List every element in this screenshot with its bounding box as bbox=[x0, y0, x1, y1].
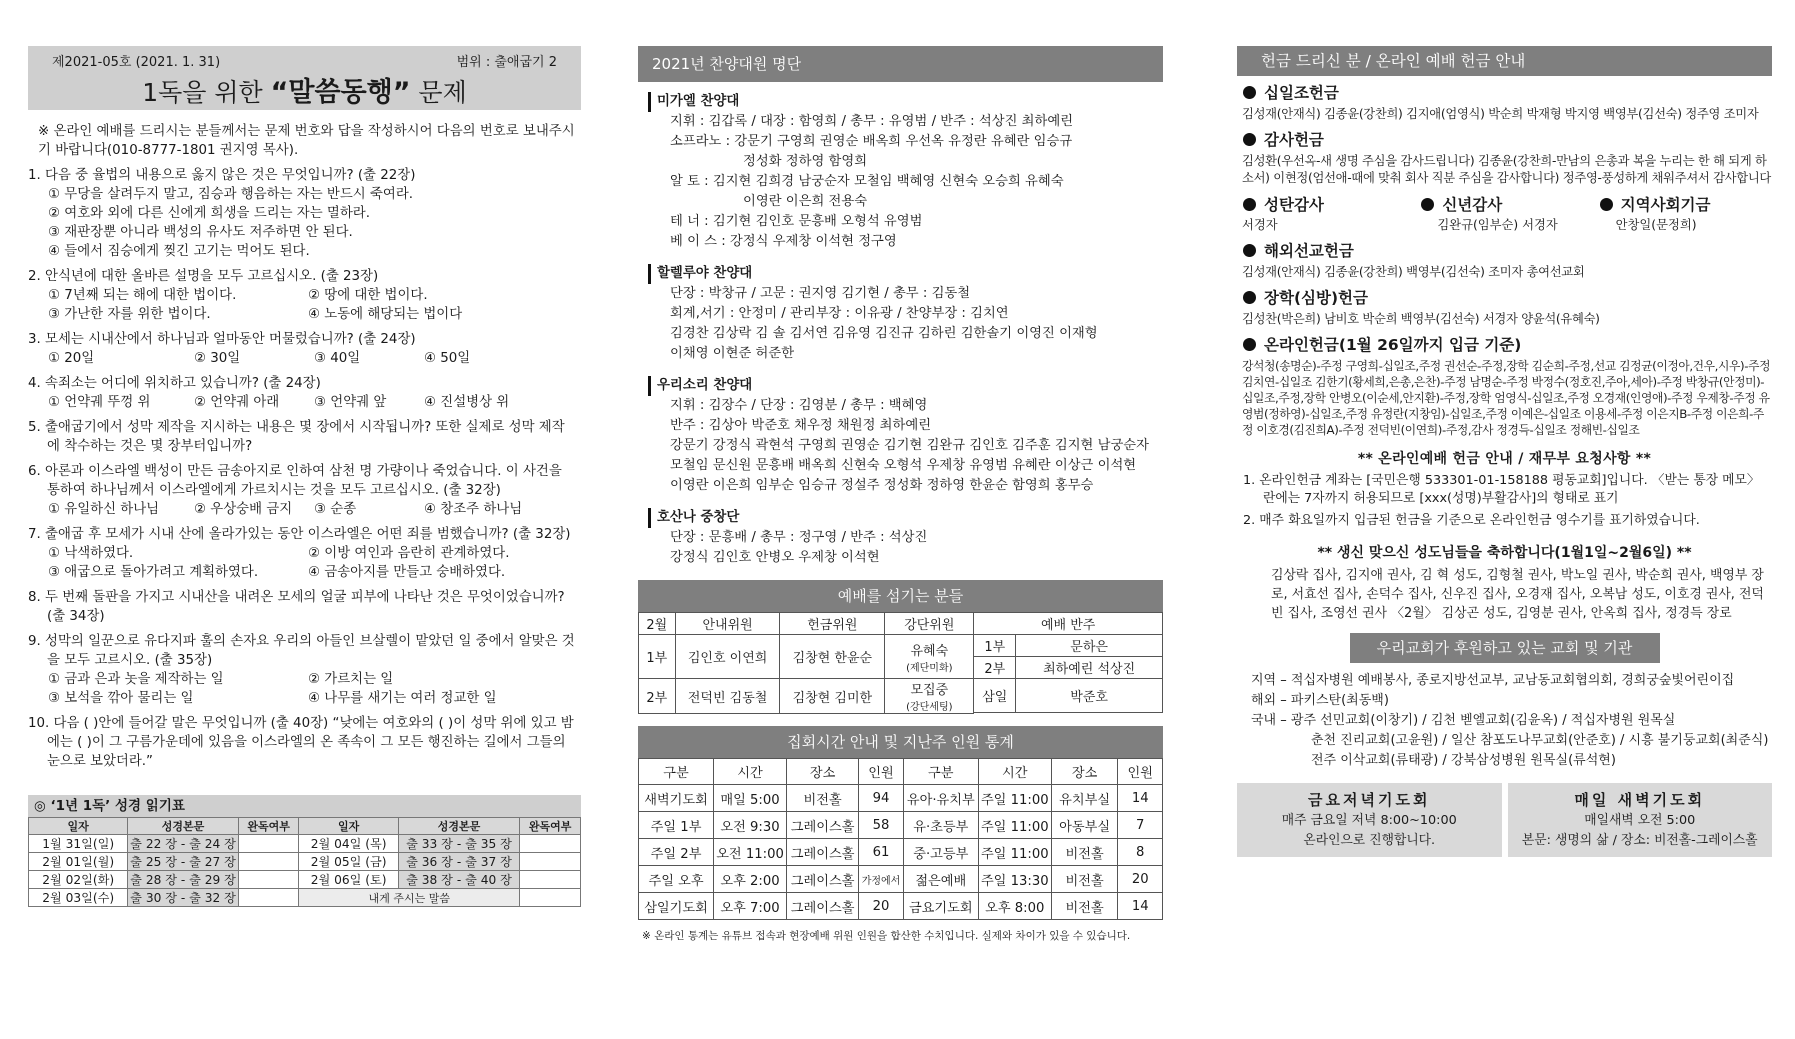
stats-cell: 비전홀 bbox=[1051, 893, 1118, 920]
answer-option: ③ 순종 bbox=[314, 502, 357, 517]
option-row bbox=[48, 689, 581, 708]
reading-header: 일자 bbox=[29, 818, 128, 835]
reading-plan-body bbox=[29, 835, 581, 907]
choir-members: 지휘 : 김장수 / 단장 : 김영분 / 총무 : 백혜영 bbox=[670, 398, 928, 413]
friday-prayer-note: 온라인으로 진행합니다. bbox=[1303, 833, 1436, 848]
choir-members: 김경찬 김상락 김 솔 김서연 김유영 김진규 김하린 김한솔기 이영진 이재형 bbox=[670, 326, 1098, 341]
choir-members: 이영란 이은희 전용숙 bbox=[743, 194, 868, 209]
reading-cell bbox=[238, 835, 299, 853]
stats-cell: 주일 2부 bbox=[639, 839, 714, 866]
question-options bbox=[28, 393, 581, 412]
reading-cell: 2월 04일 (목) bbox=[299, 835, 398, 853]
accompanist-name: 박준호 bbox=[1016, 679, 1163, 713]
choir-members: 정성화 정하영 함영희 bbox=[743, 154, 868, 169]
accompanist-label: 2부 bbox=[974, 657, 1016, 679]
choir-members: 지휘 : 김갑록 / 대장 : 함영희 / 총무 : 유영범 / 반주 : 석상진 최하예린 bbox=[670, 114, 1074, 129]
reading-row bbox=[29, 889, 581, 907]
reading-cell bbox=[520, 871, 581, 889]
stats-header: 장소 bbox=[786, 759, 858, 785]
answer-option: ② 여호와 외에 다른 신에게 희생을 드리는 자는 멸하라. bbox=[48, 206, 370, 221]
reading-row bbox=[29, 835, 581, 853]
question-text: 8. 두 번째 돌판을 가지고 시내산을 내려온 모세의 얼굴 피부에 나타난 것은 무엇이었습니까? (출 34장) bbox=[28, 590, 565, 624]
question-text: 10. 다음 ( )안에 들어갈 말은 무엇입니까 (출 40장) “낮에는 여호와의 ( )이 성막 위에 있고 밤에는 ( )이 그 구름가운데에 있음을 이스라엘의 온 족속이 그 모든 행진하는 길에서 그들의 눈으로 보았더라.” bbox=[28, 716, 574, 769]
servants-guide: 전덕빈 김동철 bbox=[675, 679, 780, 714]
stats-header: 인원 bbox=[1118, 759, 1163, 785]
servants-title: 예배를 섬기는 분들 bbox=[638, 580, 1163, 612]
support-line: 전주 이삭교회(류태광) / 강북삼성병원 원목실(류석현) bbox=[1311, 753, 1616, 768]
stats-cell: 주일 13:30 bbox=[978, 866, 1051, 893]
dawn-prayer-box bbox=[1508, 783, 1773, 857]
support-line: 지역 – 적십자병원 예배봉사, 종로지방선교부, 교남동교회협의회, 경희궁숲빛어린이집 bbox=[1251, 673, 1735, 688]
birthday-names: 김상락 집사, 김지애 권사, 김 혁 성도, 김형철 권사, 박노일 권사, 박순희 권사, 백영부 장로, 서효선 집사, 손덕수 집사, 신우진 집사, 오경재 집사, 오복남 성도, 이호경 권사, 전덕빈 집사, 조영선 권사 〈2월〉 김상곤 성도, 김영분 권사, 안옥희 집사, 정경득 장로 bbox=[1271, 568, 1764, 621]
answer-option: ① 금과 은과 놋을 제작하는 일 bbox=[48, 672, 224, 687]
stats-cell: 20 bbox=[1118, 866, 1163, 893]
option-row bbox=[48, 393, 581, 412]
servants-month: 2월 bbox=[639, 613, 676, 635]
question bbox=[28, 166, 581, 261]
choir-members: 이채영 이현준 허준한 bbox=[670, 346, 795, 361]
altar-note: (제단미화) bbox=[906, 662, 953, 674]
stats-cell: 그레이스홀 bbox=[786, 893, 858, 920]
choir-members: 베 이 스 : 강정식 우제창 이석현 정구영 bbox=[670, 234, 897, 249]
reading-cell: 2월 01일(월) bbox=[29, 853, 128, 871]
stats-cell: 61 bbox=[859, 839, 903, 866]
stats-cell: 오후 8:00 bbox=[978, 893, 1051, 920]
stats-cell: 주일 11:00 bbox=[978, 839, 1051, 866]
choir-members: 단장 : 문흥배 / 총무 : 정구영 / 반주 : 석상진 bbox=[670, 530, 928, 545]
question-text: 9. 성막의 일꾼으로 유다지파 훌의 손자요 우리의 아들인 브살렐이 맡았던 일 중에서 알맞은 것을 모두 고르시오. (출 35장) bbox=[28, 634, 575, 668]
reading-header: 일자 bbox=[299, 818, 398, 835]
reading-cell bbox=[520, 853, 581, 871]
stats-cell: 중·고등부 bbox=[903, 839, 978, 866]
servants-header: 예배 반주 bbox=[974, 613, 1163, 635]
choir-members: 회계,서기 : 안정미 / 관리부장 : 이유광 / 찬양부장 : 김치연 bbox=[670, 306, 1009, 321]
friday-prayer-time: 매주 금요일 저녁 8:00~10:00 bbox=[1281, 813, 1457, 828]
community-names: 안창일(문정희) bbox=[1615, 218, 1697, 232]
servants-header: 헌금위원 bbox=[780, 613, 885, 635]
reading-cell: 2월 06일 (토) bbox=[299, 871, 398, 889]
stats-row bbox=[639, 893, 1163, 920]
answer-option: ② 가르치는 일 bbox=[308, 672, 394, 687]
stats-row bbox=[639, 812, 1163, 839]
answer-option: ④ 들에서 짐승에게 찢긴 고기는 먹어도 된다. bbox=[48, 244, 310, 259]
reading-cell: 1월 31일(일) bbox=[29, 835, 128, 853]
answer-option: ④ 50일 bbox=[424, 351, 471, 366]
quiz-notice: ※ 온라인 예배를 드리시는 분들께서는 문제 번호와 답을 작성하시어 다음의 번호로 보내주시기 바랍니다(010-8777-1801 권지영 목사). bbox=[38, 124, 575, 158]
support-title: 우리교회가 후원하고 있는 교회 및 기관 bbox=[1350, 633, 1660, 663]
reading-header: 성경본문 bbox=[398, 818, 519, 835]
reading-cell: 출 33 장 - 출 35 장 bbox=[398, 835, 519, 853]
choir-name: 우리소리 찬양대 bbox=[648, 376, 1163, 396]
answer-option: ① 20일 bbox=[48, 351, 95, 366]
bullet-icon bbox=[1243, 338, 1256, 351]
mission-names: 김성재(안재식) 김종윤(강찬희) 백영부(김선숙) 조미자 총여선교회 bbox=[1242, 265, 1585, 279]
reading-cell: 출 36 장 - 출 37 장 bbox=[398, 853, 519, 871]
support-list bbox=[1237, 671, 1772, 771]
reading-cell bbox=[520, 835, 581, 853]
question-options bbox=[28, 185, 581, 261]
reading-cell: 출 28 장 - 출 29 장 bbox=[128, 871, 238, 889]
answer-option: ① 언약궤 뚜껑 위 bbox=[48, 395, 151, 410]
stats-cell: 금요기도회 bbox=[903, 893, 978, 920]
choir-column bbox=[638, 46, 1163, 943]
stats-cell: 가정에서 bbox=[859, 866, 903, 893]
reading-cell: 내게 주시는 말씀 bbox=[299, 889, 520, 907]
question-options bbox=[28, 286, 581, 324]
question bbox=[28, 714, 581, 771]
reading-header-row bbox=[29, 818, 581, 835]
christmas-title: 성탄감사 bbox=[1264, 196, 1324, 214]
servants-altar bbox=[885, 635, 974, 679]
choir-group bbox=[638, 264, 1163, 364]
reading-cell: 2월 03일(수) bbox=[29, 889, 128, 907]
bullet-icon bbox=[1243, 86, 1256, 99]
answer-option: ② 이방 여인과 음란히 관계하였다. bbox=[308, 546, 510, 561]
choir-members: 강문기 강정식 곽현석 구영희 권영순 김기현 김완규 김인호 김주훈 김지현 남궁순자 bbox=[670, 438, 1149, 453]
accompanist-name: 문하은 bbox=[1016, 635, 1163, 657]
answer-option: ③ 재판장뿐 아니라 백성의 유사도 저주하면 안 된다. bbox=[48, 225, 353, 240]
choir-name: 미가엘 찬양대 bbox=[648, 92, 1163, 112]
reading-header: 성경본문 bbox=[128, 818, 238, 835]
choir-name: 호산나 중창단 bbox=[648, 508, 1163, 528]
choir-members: 테 너 : 김기현 김인호 문흥배 오형석 유영범 bbox=[670, 214, 923, 229]
bullet-icon bbox=[1421, 198, 1434, 211]
stats-cell: 주일 11:00 bbox=[978, 785, 1051, 812]
servants-table bbox=[638, 612, 1163, 714]
quiz-title-pre: 1독을 위한 bbox=[142, 78, 271, 107]
choir-group bbox=[638, 508, 1163, 568]
stats-cell: 비전홀 bbox=[786, 785, 858, 812]
reading-cell bbox=[238, 853, 299, 871]
christmas-thanks bbox=[1237, 193, 1415, 234]
offering-header: 헌금 드리신 분 / 온라인 예배 헌금 안내 bbox=[1237, 46, 1772, 76]
option-row bbox=[48, 670, 581, 689]
question-text: 4. 속죄소는 어디에 위치하고 있습니까? (출 24장) bbox=[28, 376, 321, 391]
question bbox=[28, 267, 581, 324]
answer-option: ① 낙색하였다. bbox=[48, 546, 134, 561]
bullet-icon bbox=[1243, 291, 1256, 304]
answer-option: ④ 진설병상 위 bbox=[424, 395, 510, 410]
bullet-icon bbox=[1243, 244, 1256, 257]
altar-name: 유혜숙 bbox=[910, 643, 949, 659]
friday-prayer-box bbox=[1237, 783, 1502, 857]
dawn-prayer-title: 매일 새벽기도회 bbox=[1574, 791, 1706, 809]
scholarship-title: 장학(심방)헌금 bbox=[1264, 289, 1369, 307]
stats-header: 인원 bbox=[859, 759, 903, 785]
choir-members: 강정식 김인호 안병오 우제창 이석현 bbox=[670, 550, 880, 565]
stats-cell: 매일 5:00 bbox=[714, 785, 787, 812]
stats-cell: 58 bbox=[859, 812, 903, 839]
online-notice-title: ** 온라인예배 헌금 안내 / 재무부 요청사항 ** bbox=[1357, 451, 1652, 467]
answer-option: ② 우상숭배 금지 bbox=[194, 502, 293, 517]
option-row bbox=[48, 563, 581, 582]
bullet-icon bbox=[1600, 198, 1613, 211]
reading-cell: 출 22 장 - 출 24 장 bbox=[128, 835, 238, 853]
stats-cell: 아동부실 bbox=[1051, 812, 1118, 839]
online-notice-item: 2. 매주 화요일까지 입금된 헌금을 기준으로 온라인헌금 영수기를 표기하였습니다. bbox=[1243, 513, 1700, 528]
community-title: 지역사회기금 bbox=[1620, 196, 1711, 214]
servants-row-label: 1부 bbox=[639, 635, 676, 679]
stats-cell: 오후 7:00 bbox=[714, 893, 787, 920]
answer-option: ③ 애굽으로 돌아가려고 계획하였다. bbox=[48, 565, 259, 580]
offering-column bbox=[1237, 46, 1772, 857]
stats-header: 구분 bbox=[903, 759, 978, 785]
support-line: 춘천 진리교회(고윤원) / 일산 참포도나무교회(안준호) / 시흥 불기둥교회(최준식) bbox=[1311, 733, 1769, 748]
stats-cell: 주일 오후 bbox=[639, 866, 714, 893]
community-fund bbox=[1594, 193, 1772, 234]
stats-header-row bbox=[639, 759, 1163, 785]
option-row bbox=[48, 349, 581, 368]
option-row bbox=[48, 544, 581, 563]
stats-title: 집회시간 안내 및 지난주 인원 통계 bbox=[638, 726, 1163, 758]
thanks-section bbox=[1237, 127, 1772, 187]
reading-cell: 2월 02일(화) bbox=[29, 871, 128, 889]
question bbox=[28, 525, 581, 582]
answer-option: ② 30일 bbox=[194, 351, 241, 366]
stats-row bbox=[639, 785, 1163, 812]
stats-cell: 새벽기도회 bbox=[639, 785, 714, 812]
question-list bbox=[28, 166, 581, 771]
newyear-names: 김완규(임부순) 서경자 bbox=[1437, 218, 1558, 232]
reading-row bbox=[29, 871, 581, 889]
stats-cell: 오후 2:00 bbox=[714, 866, 787, 893]
support-line: 국내 – 광주 선민교회(이창기) / 김천 벧엘교회(김윤옥) / 적십자병원 원목실 bbox=[1251, 713, 1676, 728]
quiz-title-bold: “말씀동행” bbox=[270, 77, 411, 108]
stats-header: 시간 bbox=[978, 759, 1051, 785]
scholarship-names: 김성찬(박은희) 남비호 박순희 백영부(김선숙) 서경자 양윤석(유혜숙) bbox=[1242, 312, 1600, 326]
reading-row bbox=[29, 853, 581, 871]
choir-members: 알 토 : 김지현 김희경 남궁순자 모철임 백혜영 신현숙 오승희 유혜숙 bbox=[670, 174, 1064, 189]
stats-cell: 삼일기도회 bbox=[639, 893, 714, 920]
stats-cell: 그레이스홀 bbox=[786, 839, 858, 866]
question-text: 7. 출애굽 후 모세가 시내 산에 올라가있는 동안 이스라엘은 어떤 죄를 범했습니까? (출 32장) bbox=[28, 527, 571, 542]
scholarship-section bbox=[1237, 285, 1772, 328]
quiz-title-post: 문제 bbox=[410, 78, 467, 107]
accompanist-label: 1부 bbox=[974, 635, 1016, 657]
choir-members: 단장 : 박창규 / 고문 : 권지영 김기현 / 총무 : 김동철 bbox=[670, 286, 971, 301]
answer-option: ① 유일하신 하나님 bbox=[48, 502, 160, 517]
answer-option: ④ 창조주 하나님 bbox=[424, 502, 523, 517]
accompanist-name: 최하예린 석상진 bbox=[1016, 657, 1163, 679]
question-options bbox=[28, 544, 581, 582]
christmas-names: 서경자 bbox=[1242, 218, 1278, 232]
answer-option: ① 무당을 살려두지 말고, 짐승과 행음하는 자는 반드시 죽여라. bbox=[48, 187, 414, 202]
mission-section bbox=[1237, 238, 1772, 281]
bullet-icon bbox=[1243, 133, 1256, 146]
question-text: 2. 안식년에 대한 올바른 설명을 모두 고르십시오. (출 23장) bbox=[28, 269, 379, 284]
stats-cell: 비전홀 bbox=[1051, 839, 1118, 866]
question bbox=[28, 632, 581, 708]
question bbox=[28, 330, 581, 368]
servants-altar bbox=[885, 679, 974, 714]
question bbox=[28, 418, 581, 456]
question-text: 6. 아론과 이스라엘 백성이 만든 금송아지로 인하여 삼천 명 가량이나 죽었습니다. 이 사건을 통하여 하나님께서 이스라엘에게 가르치시는 것을 모두 고르십시오. (출 32장) bbox=[28, 464, 562, 498]
stats-cell: 비전홀 bbox=[1051, 866, 1118, 893]
question bbox=[28, 462, 581, 519]
stats-body bbox=[639, 785, 1163, 920]
option-row bbox=[48, 204, 581, 223]
stats-header: 장소 bbox=[1051, 759, 1118, 785]
stats-cell: 유치부실 bbox=[1051, 785, 1118, 812]
question-text: 3. 모세는 시내산에서 하나님과 얼마동안 머물렀습니까? (출 24장) bbox=[28, 332, 416, 347]
accompanist-label: 삼일 bbox=[974, 679, 1016, 713]
reading-plan-title: ◎ ‘1년 1독’ 성경 읽기표 bbox=[28, 795, 581, 817]
answer-option: ③ 언약궤 앞 bbox=[314, 395, 387, 410]
answer-option: ③ 40일 bbox=[314, 351, 361, 366]
option-row bbox=[48, 500, 581, 519]
newyear-thanks bbox=[1415, 193, 1593, 234]
support-line: 해외 – 파키스탄(최동백) bbox=[1251, 693, 1389, 708]
stats-cell: 오전 11:00 bbox=[714, 839, 787, 866]
online-offering-names: 강석청(송명순)-주정 구영희-십일조,주정 권선순-주정,장학 김순희-주정,선교 김정균(이정아,건우,시우)-주정 김치연-십일조 김한기(황세희,은총,은찬)-주정 남명순-주정 박정수(정호진,주아,세아)-주정 박창규(안정미)-십일조,주정,장학 안병오(이순세,안지환)-주정,장학 엄영식-십일조,주정 오경재(인영애)-주정 우제창-주정 유영범(정하영)-십일조,주정 유정란(지창임)-십일조,주정 이예은-십일조 이용세-주정 이은지B-주정 이은희-주정 이호경(김진희A)-주정 전덕빈(이연희)-주정,감사 정경득-십일조 정해빈-십일조 bbox=[1242, 359, 1771, 437]
servants-header: 안내위원 bbox=[675, 613, 780, 635]
dawn-prayer-time: 매일새벽 오전 5:00 bbox=[1584, 813, 1696, 828]
stats-table bbox=[638, 758, 1163, 920]
answer-option: ④ 노동에 해당되는 법이다 bbox=[308, 307, 463, 322]
servants-offering: 김창현 김미한 bbox=[780, 679, 885, 714]
stats-cell: 주일 11:00 bbox=[978, 812, 1051, 839]
question-text: 5. 출애굽기에서 성막 제작을 지시하는 내용은 몇 장에서 시작됩니까? 또한 실제로 성막 제작에 착수하는 것은 몇 장부터입니까? bbox=[28, 420, 565, 454]
stats-cell: 오전 9:30 bbox=[714, 812, 787, 839]
bullet-icon bbox=[1243, 198, 1256, 211]
online-notice-item: 1. 온라인헌금 계좌는 [국민은행 533301-01-158188 평동교회]입니다. 〈받는 통장 메모〉란에는 7자까지 허용되므로 [xxx(성명)부활감사]의 형태로 표기 bbox=[1243, 473, 1760, 506]
choir-list bbox=[638, 92, 1163, 568]
choir-members: 이영란 이은희 임부순 임승규 정설주 정성화 정하영 한윤순 함영희 홍무승 bbox=[670, 478, 1094, 493]
servants-offering: 김창현 한윤순 bbox=[780, 635, 885, 679]
question-options bbox=[28, 670, 581, 708]
reading-cell bbox=[520, 889, 581, 907]
answer-option: ④ 금송아지를 만들고 숭배하였다. bbox=[308, 565, 506, 580]
newyear-title: 신년감사 bbox=[1442, 196, 1503, 214]
online-offering-section bbox=[1237, 332, 1772, 438]
stats-cell: 그레이스홀 bbox=[786, 812, 858, 839]
question-text: 1. 다음 중 율법의 내용으로 옳지 않은 것은 무엇입니까? (출 22장) bbox=[28, 168, 416, 183]
choir-members: 반주 : 김상아 박준호 채우정 채원정 최하예린 bbox=[670, 418, 932, 433]
quiz-range: 범위 : 출애굽기 2 bbox=[456, 55, 557, 70]
altar-note: (강단세팅) bbox=[906, 702, 953, 713]
reading-cell: 출 25 장 - 출 27 장 bbox=[128, 853, 238, 871]
servants-header: 강단위원 bbox=[885, 613, 974, 635]
stats-cell: 14 bbox=[1118, 785, 1163, 812]
option-row bbox=[48, 242, 581, 261]
online-offering-title: 온라인헌금(1월 26일까지 입금 기준) bbox=[1264, 336, 1522, 354]
choir-group bbox=[638, 92, 1163, 252]
answer-option: ③ 보석을 깎아 물리는 일 bbox=[48, 691, 194, 706]
question-options bbox=[28, 349, 581, 368]
reading-cell bbox=[238, 871, 299, 889]
option-row bbox=[48, 185, 581, 204]
stats-cell: 그레이스홀 bbox=[786, 866, 858, 893]
stats-cell: 7 bbox=[1118, 812, 1163, 839]
reading-cell: 2월 05일 (금) bbox=[299, 853, 398, 871]
stats-row bbox=[639, 839, 1163, 866]
tithe-section bbox=[1237, 80, 1772, 123]
reading-cell: 출 38 장 - 출 40 장 bbox=[398, 871, 519, 889]
thanks-names: 김성환(우선옥-새 생명 주심을 감사드립니다) 김종윤(강찬희-만남의 은총과 복을 누리는 한 해 되게 하소서) 이현정(엄선애-때에 맞춰 회사 직분 주심을 감사합니다) 정주영-풍성하게 채워주셔서 감사합니다 bbox=[1242, 154, 1771, 185]
prayer-row bbox=[1237, 783, 1772, 857]
stats-cell: 20 bbox=[859, 893, 903, 920]
altar-name: 모집중 bbox=[910, 683, 949, 698]
tri-section bbox=[1237, 193, 1772, 234]
choir-group bbox=[638, 376, 1163, 496]
quiz-header bbox=[28, 46, 581, 110]
friday-prayer-title: 금요저녁기도회 bbox=[1308, 791, 1431, 809]
question bbox=[28, 588, 581, 626]
tithe-title: 십일조헌금 bbox=[1264, 84, 1339, 102]
stats-cell: 94 bbox=[859, 785, 903, 812]
option-row bbox=[48, 223, 581, 242]
choir-header: 2021년 찬양대원 명단 bbox=[638, 46, 1163, 82]
quiz-title bbox=[28, 70, 581, 109]
stats-row bbox=[639, 866, 1163, 893]
answer-option: ② 땅에 대한 법이다. bbox=[308, 288, 428, 303]
stats-cell: 젊은예배 bbox=[903, 866, 978, 893]
stats-note: ※ 온라인 통계는 유튜브 접속과 현장예배 위원 인원을 합산한 수치입니다. 실제와 차이가 있을 수 있습니다. bbox=[642, 930, 1131, 942]
stats-header: 시간 bbox=[714, 759, 787, 785]
answer-option: ② 언약궤 아래 bbox=[194, 395, 280, 410]
reading-plan-table bbox=[28, 817, 581, 907]
option-row bbox=[48, 286, 581, 305]
dawn-prayer-note: 본문: 생명의 삶 / 장소: 비전홀-그레이스홀 bbox=[1521, 833, 1758, 848]
mission-title: 해외선교헌금 bbox=[1264, 242, 1354, 260]
answer-option: ④ 나무를 새기는 여러 정교한 일 bbox=[308, 691, 497, 706]
stats-cell: 유·초등부 bbox=[903, 812, 978, 839]
quiz-column bbox=[28, 46, 581, 907]
stats-cell: 14 bbox=[1118, 893, 1163, 920]
question-options bbox=[28, 500, 581, 519]
choir-members: 소프라노 : 강문기 구영희 권영순 배옥희 우선옥 유정란 유혜란 임승규 bbox=[670, 134, 1073, 149]
stats-header: 구분 bbox=[639, 759, 714, 785]
option-row bbox=[48, 305, 581, 324]
thanks-title: 감사헌금 bbox=[1264, 131, 1324, 149]
birthday-title: ** 생신 맞으신 성도님들을 축하합니다(1월1일~2월6일) ** bbox=[1317, 545, 1692, 561]
issue-number: 제2021-05호 (2021. 1. 31) bbox=[52, 55, 221, 70]
tithe-names: 김성재(안재식) 김종윤(강찬희) 김지애(엄영식) 박순희 박재형 박지영 백영부(김선숙) 정주영 조미자 bbox=[1242, 107, 1759, 121]
servants-row-label: 2부 bbox=[639, 679, 676, 714]
answer-option: ① 7년째 되는 해에 대한 법이다. bbox=[48, 288, 237, 303]
choir-members: 모철임 문신원 문흥배 배옥희 신현숙 오형석 우제창 유영범 유혜란 이상근 이석현 bbox=[670, 458, 1137, 473]
reading-header: 완독여부 bbox=[520, 818, 581, 835]
stats-cell: 유아·유치부 bbox=[903, 785, 978, 812]
reading-header: 완독여부 bbox=[238, 818, 299, 835]
choir-name: 할렐루야 찬양대 bbox=[648, 264, 1163, 284]
servants-guide: 김인호 이연희 bbox=[675, 635, 780, 679]
reading-cell bbox=[238, 889, 299, 907]
question bbox=[28, 374, 581, 412]
stats-cell: 8 bbox=[1118, 839, 1163, 866]
answer-option: ③ 가난한 자를 위한 법이다. bbox=[48, 307, 211, 322]
reading-cell: 출 30 장 - 출 32 장 bbox=[128, 889, 238, 907]
stats-cell: 주일 1부 bbox=[639, 812, 714, 839]
